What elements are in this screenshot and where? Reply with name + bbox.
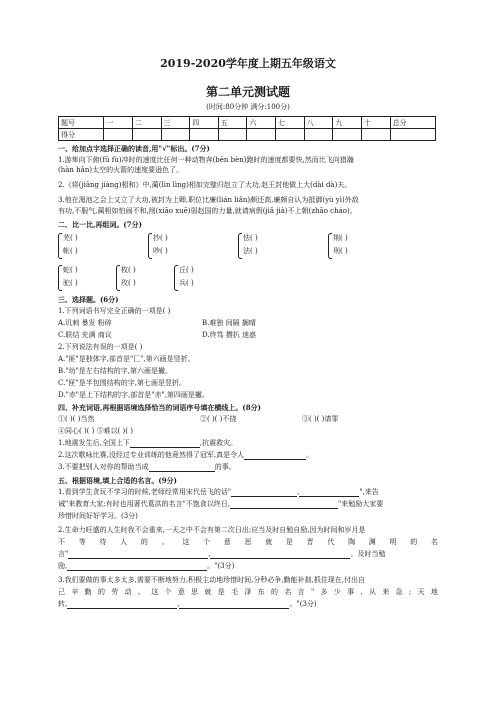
s3-q1-option-c: C.联结 充满 商议	[58, 331, 112, 339]
compare-item: 驼( )	[63, 279, 78, 287]
s5-q3-text-2: 。"(3分)	[289, 600, 317, 608]
char: 思	[244, 538, 252, 546]
char: 晋	[306, 538, 314, 546]
s5-q2-text-4: 。"(3分)	[207, 562, 235, 570]
table-cell: 题号	[59, 117, 104, 129]
s4-question-1	[58, 439, 438, 448]
s5-question-2-spaced-line	[58, 538, 438, 547]
s1-question-1-cont: (hàn hǎn)太空的火箭的速度要逊色了。	[58, 166, 184, 174]
char: 。	[137, 588, 145, 596]
char: ;	[408, 588, 412, 596]
score-table-score-row	[59, 129, 436, 141]
compare-group-5	[58, 264, 78, 290]
answer-blank[interactable]	[230, 500, 338, 509]
table-cell	[161, 129, 190, 141]
s3-q2-option-d: D."赤"是上下结构的字,部首是"赤",第四画是撇。	[58, 391, 209, 399]
answer-blank[interactable]	[68, 550, 211, 559]
s3-q1-option-d: D.终笃 攒扒 迷惑	[202, 331, 257, 339]
s1-question-3-cont: 有功,不服气,蔺相如怕闹不和,削(xiāo xuē)弱赵国的力量,就请病假(jiǎ jià)不上朝(zhāo cháo)。	[58, 207, 357, 215]
s1-question-2: 2.《将(jiāng jiàng)相和》中,蔺(lìn lìng)相如完璧归赵立了大功,赵王封他做上大(dài dà)夫。	[58, 181, 352, 189]
s4-word-2: ②( )( )不挠	[200, 415, 237, 423]
table-cell	[247, 129, 276, 141]
s4-q3-text: 3.不要把别人对你的帮助当成	[58, 463, 149, 471]
score-table	[58, 116, 436, 141]
compare-item: 蛇( )	[63, 266, 78, 274]
compare-item: 荆( )	[333, 234, 348, 242]
table-cell: 七	[276, 117, 305, 129]
table-cell: 一	[104, 117, 133, 129]
s5-q1-text-3: "来勉励大家要	[338, 500, 384, 508]
compare-item: 帐( )	[63, 247, 78, 255]
char: 陶	[348, 538, 356, 546]
s5-question-1-cont	[58, 500, 438, 509]
char: 人	[120, 538, 128, 546]
s5-question-2-blanks	[58, 550, 438, 559]
answer-blank[interactable]	[67, 600, 180, 609]
char: 就	[204, 588, 212, 596]
char: 意	[223, 538, 231, 546]
char: 个	[203, 538, 211, 546]
answer-blank[interactable]	[67, 562, 207, 571]
char: 的	[271, 588, 278, 596]
char: 待	[99, 538, 107, 546]
score-table-header-row	[59, 117, 436, 129]
compare-group-4	[328, 232, 348, 258]
section-4-heading: 四、补充词语,再根据语境选择恰当的词语序号填在横线上。(8分)	[58, 403, 261, 412]
s5-question-1-end: 珍惜时间好好学习。(3分)	[58, 512, 138, 520]
char: 急	[395, 588, 403, 596]
char: 就	[265, 538, 273, 546]
brace-mark	[328, 233, 332, 259]
char: 言	[297, 588, 305, 596]
char: 是	[285, 538, 293, 546]
s1-question-1: 1.游隼向下俯(fǔ fù)冲时的速度比任何一种动物奔(bēn bèn)跑时的速度都要快,然而比飞向猎瀚	[58, 156, 354, 164]
table-cell	[276, 129, 305, 141]
char: 少	[333, 588, 341, 596]
brace-mark	[148, 233, 152, 259]
s4-question-3	[58, 463, 438, 472]
s4-word-1: ①( )( )当然	[58, 415, 95, 423]
table-cell	[218, 129, 247, 141]
s4-word-3: ③( )( )请罪	[302, 415, 339, 423]
compare-item: 抄( )	[153, 234, 168, 242]
s4-q2-text: 2.这次歌咏比赛,没经过专业训练的他竟然得了冠军,真是令人	[58, 451, 245, 459]
char: "	[310, 588, 315, 596]
compare-item: 怯( )	[243, 234, 258, 242]
table-cell: 六	[247, 117, 276, 129]
s1-question-3: 3.他在渑池之会上又立了大功,被封为上卿,职位比廉(lián liǎn)颇还高,廉颇自认为抵御(yù yì)外敌	[58, 196, 359, 204]
s4-q3-text-end: 的事。	[214, 463, 236, 471]
char: 多	[320, 588, 328, 596]
compare-group-7	[174, 264, 194, 290]
compare-item: 枚( )	[121, 266, 136, 274]
compare-item: 芜( )	[63, 234, 78, 242]
compare-group-2	[148, 232, 168, 258]
section-1-heading: 一、给加点字选择正确的读音,用"√"标出。(7分)	[58, 144, 210, 153]
char: 不	[58, 538, 65, 546]
char: 勤	[84, 588, 92, 596]
char: 从	[368, 588, 376, 596]
compare-item: 刑( )	[333, 247, 348, 255]
s5-question-3-spaced-line	[58, 588, 438, 597]
s5-q2-text-2: 。及时当勉	[350, 550, 386, 558]
char: 劳	[111, 588, 119, 596]
punct: ,	[208, 550, 211, 558]
brace-mark	[174, 265, 178, 291]
table-cell: 三	[161, 117, 190, 129]
char: 的	[410, 538, 418, 546]
char: 渊	[368, 538, 376, 546]
compare-item: 吵( )	[153, 247, 168, 255]
table-cell	[190, 129, 219, 141]
table-cell	[333, 129, 362, 141]
s4-word-4-5: ④同心( )( ) ⑤难以( )( )	[58, 427, 133, 435]
s4-q1-text: 1.地震发生后,全国上下	[58, 439, 130, 447]
compare-item: 兵( )	[179, 279, 194, 287]
char: 等	[78, 538, 86, 546]
compare-item: 玫( )	[121, 279, 136, 287]
table-cell: 九	[333, 117, 362, 129]
punct: ,	[177, 600, 180, 608]
char: 这	[182, 538, 190, 546]
table-cell	[361, 129, 390, 141]
s5-question-3: 3.我们要做的事太多太多,需要不断地努力,积极主动地珍惜时间,分秒必争,勤能补拙,抓住现在,付出自	[58, 576, 366, 584]
s3-question-1: 1.下列词语书写完全正确的一项是( )	[58, 307, 171, 315]
table-cell: 得分	[59, 129, 104, 141]
table-cell: 五	[218, 117, 247, 129]
s5-question-2: 2.生命力旺盛的人生时我不会重来,一天之中不会有第二次日出;应当及时自勉自励,因为时间和岁月是	[58, 526, 366, 534]
s3-q1-option-b: B.难独 间隔 搁晴	[202, 319, 256, 327]
char: 毛	[231, 588, 239, 596]
char: 意	[177, 588, 185, 596]
s3-q2-option-c: C."匣"是半包围结构的字,第七画是竖折。	[58, 379, 186, 387]
table-cell	[390, 129, 435, 141]
compare-item: 法( )	[243, 247, 258, 255]
s5-question-1	[58, 488, 438, 497]
s5-question-2-end	[58, 562, 438, 571]
brace-mark	[58, 233, 62, 259]
table-cell	[132, 129, 161, 141]
compare-item: 丘( )	[179, 266, 194, 274]
char: 名	[430, 538, 438, 546]
char: 名	[284, 588, 292, 596]
document-subtitle: 第二单元测试题	[205, 85, 290, 99]
punct: ,	[297, 488, 300, 496]
table-cell	[104, 129, 133, 141]
char: 个	[164, 588, 172, 596]
answer-blank[interactable]	[149, 463, 215, 472]
char: 。	[161, 538, 169, 546]
section-5-heading: 五、根据语境,填上合适的名言。(9分)	[58, 476, 177, 485]
section-2-heading: 二、比一比,再组词。(7分)	[58, 220, 142, 229]
compare-group-6	[116, 264, 136, 290]
char: 是	[217, 588, 225, 596]
document-title: 2019-2020学年度上期五年级语文	[160, 57, 336, 70]
s5-q2-text: 言"	[58, 550, 69, 558]
s3-q2-option-b: B."幼"是左右结构的字,第六画是撇。	[58, 367, 173, 375]
char: 泽	[244, 588, 252, 596]
char: 天	[417, 588, 425, 596]
table-cell: 总分	[390, 117, 435, 129]
char: 思	[191, 588, 199, 596]
char: 辛	[71, 588, 79, 596]
s3-q1-option-a: A.讥刺 暴发 粉碎	[58, 319, 112, 327]
s5-q2-text-3: 励,	[58, 562, 68, 570]
answer-blank[interactable]	[210, 550, 350, 559]
s5-q1-text-end: ",来告	[359, 488, 379, 496]
char: 事	[347, 588, 355, 596]
char: 这	[151, 588, 159, 596]
table-cell: 十	[361, 117, 390, 129]
answer-blank[interactable]	[179, 600, 289, 609]
s5-q1-text: 1.看到学生贪玩不学习的时候,老师经常用宋代岳飞的话"	[58, 488, 232, 496]
s3-question-2: 2.下列说法有误的一项是( )	[58, 343, 143, 351]
s3-q2-option-a: A."匪"是独体字,部首是"匚",第六画是竖折。	[58, 355, 195, 363]
char: 地	[430, 588, 438, 596]
char: 动	[124, 588, 132, 596]
char: 己	[58, 588, 65, 596]
s4-question-2	[58, 451, 438, 460]
compare-group-1	[58, 232, 78, 258]
brace-mark	[58, 265, 62, 291]
table-cell	[304, 129, 333, 141]
char: 来	[382, 588, 390, 596]
char: ,	[360, 588, 363, 596]
char: 的	[140, 538, 148, 546]
table-cell: 四	[190, 117, 219, 129]
brace-mark	[238, 233, 242, 259]
time-and-score-note: (时间:80分钟 满分:100分)	[206, 103, 290, 111]
answer-blank[interactable]	[231, 488, 300, 497]
char: 明	[389, 538, 397, 546]
answer-blank[interactable]	[244, 451, 306, 460]
table-cell: 八	[304, 117, 333, 129]
s5-q1-text-2: 诫"来教育大家;有时也用著代葛洪的名言"不饱食以终日,	[58, 500, 231, 508]
section-3-heading: 三、选择题。(6分)	[58, 295, 119, 304]
char: 的	[97, 588, 105, 596]
s5-q3-text: 转,	[58, 600, 68, 608]
table-cell: 二	[132, 117, 161, 129]
char: 代	[327, 538, 335, 546]
answer-blank[interactable]	[299, 488, 359, 497]
answer-blank[interactable]	[130, 439, 200, 448]
s5-question-3-end	[58, 600, 438, 609]
s4-q1-text-end: ,抗震救灾。	[199, 439, 238, 447]
compare-group-3	[238, 232, 258, 258]
brace-mark	[116, 265, 120, 291]
s4-q2-text-end: 。	[306, 451, 314, 459]
char: 东	[257, 588, 265, 596]
